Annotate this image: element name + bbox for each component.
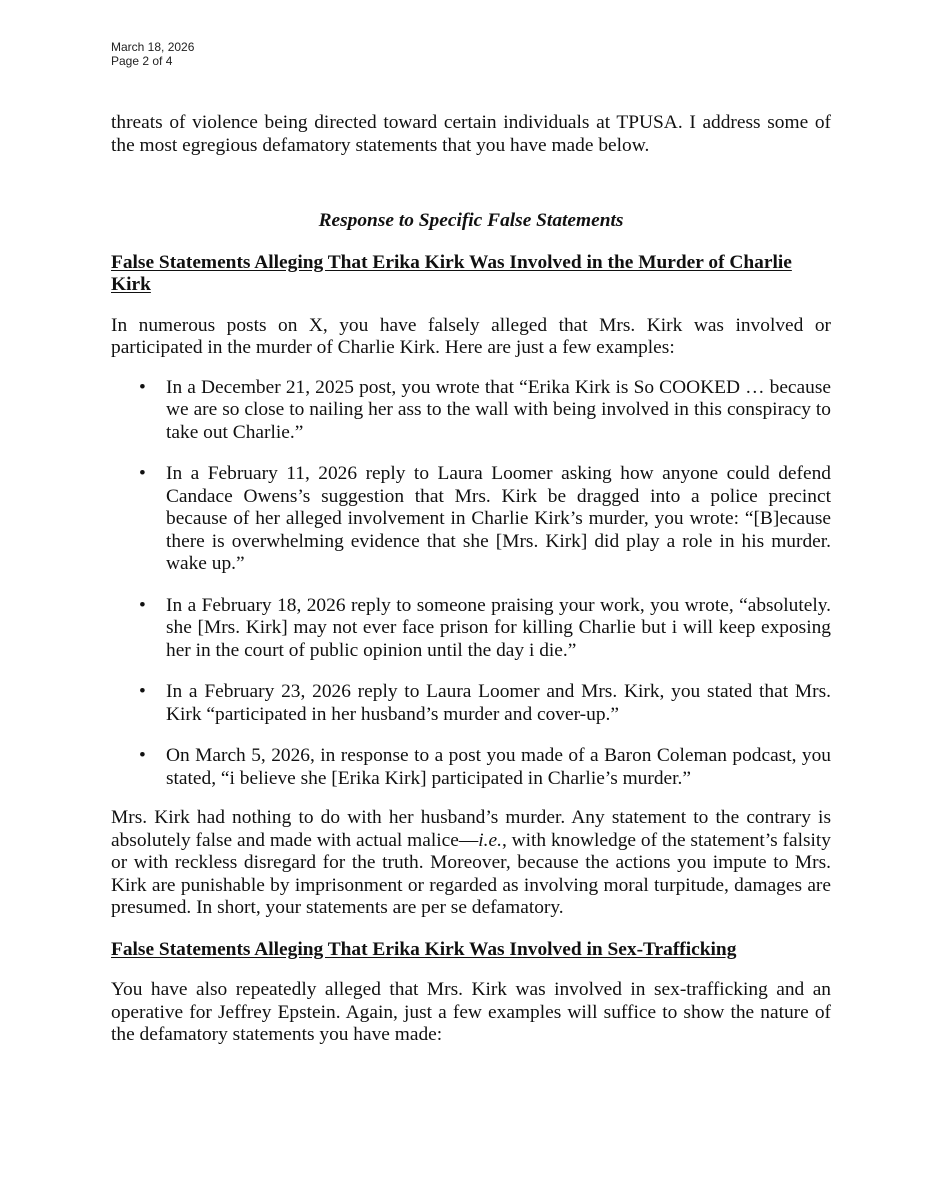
intro-paragraph: threats of violence being directed toward certain individuals at TPUSA. I address some of the most egregious defamatory statements that you have made below. — [111, 112, 831, 156]
bullet-icon: • — [139, 745, 146, 766]
section2-heading: False Statements Alleging That Erika Kirk Was Involved in Sex-Trafficking — [111, 938, 737, 960]
section1-conclusion — [111, 807, 831, 920]
list-item-text: In a December 21, 2025 post, you wrote that “Erika Kirk is So COOKED … because we are so close to nailing her ass to the wall with being involved in this conspiracy to take out Charlie.” — [166, 376, 831, 443]
list-item — [111, 681, 831, 726]
conclusion-text-end: , with knowledge of the statement’s falsity or with reckless disregard for the truth. Moreover, because the actions you impute to Mrs. Kirk are punishable by imprisonment or regarded as involving moral turpitude, damages are presumed. In short, your statements are per se defamatory. — [111, 829, 831, 918]
list-item — [111, 377, 831, 445]
bullet-icon: • — [139, 681, 146, 702]
list-item — [111, 595, 831, 663]
conclusion-text-start: Mrs. Kirk had nothing to do with her husband’s murder. Any statement to the contrary is absolutely false and made with actual malice— — [111, 807, 831, 851]
conclusion-ie-italic: i.e. — [478, 829, 502, 851]
bullet-icon: • — [139, 594, 146, 616]
section1-intro: In numerous posts on X, you have falsely alleged that Mrs. Kirk was involved or participated in the murder of Charlie Kirk. Here are just a few examples: — [111, 314, 831, 358]
list-item-text: On March 5, 2026, in response to a post you made of a Baron Coleman podcast, you stated, “i believe she [Erika Kirk] participated in Charlie’s murder.” — [166, 745, 831, 789]
letter-body — [111, 112, 831, 1047]
list-item-text: In a February 23, 2026 reply to Laura Loomer and Mrs. Kirk, you stated that Mrs. Kirk “participated in her husband’s murder and cover-up.” — [166, 681, 831, 725]
section2-intro: You have also repeatedly alleged that Mrs. Kirk was involved in sex-trafficking and an operative for Jeffrey Epstein. Again, just a few examples will suffice to show the nature of the defamatory statements you have made: — [111, 979, 831, 1045]
section1-heading: False Statements Alleging That Erika Kirk Was Involved in the Murder of Charlie Kirk — [111, 251, 792, 295]
header-page-number: Page 2 of 4 — [111, 54, 173, 68]
list-item — [111, 745, 831, 790]
header-date: March 18, 2026 — [111, 40, 195, 54]
list-item-text: In a February 11, 2026 reply to Laura Loomer asking how anyone could defend Candace Owens’s suggestion that Mrs. Kirk be dragged into a police precinct because of her alleged involvement in Charlie Kirk’s murder, you wrote: “[B]ecause there is overwhelming evidence that she [Mrs. Kirk] did play a role in his murder. wake up.” — [166, 463, 831, 574]
bullet-icon: • — [139, 376, 146, 398]
list-item — [111, 463, 831, 576]
page-header — [111, 40, 194, 68]
list-item-text: In a February 18, 2026 reply to someone praising your work, you wrote, “absolutely. she [Mrs. Kirk] may not ever face prison for killing Charlie but i will keep exposing her in the court of public opinion until the day i die.” — [166, 594, 831, 661]
section-title: Response to Specific False Statements — [318, 210, 624, 231]
section1-examples-list — [111, 377, 831, 791]
bullet-icon: • — [139, 463, 146, 484]
